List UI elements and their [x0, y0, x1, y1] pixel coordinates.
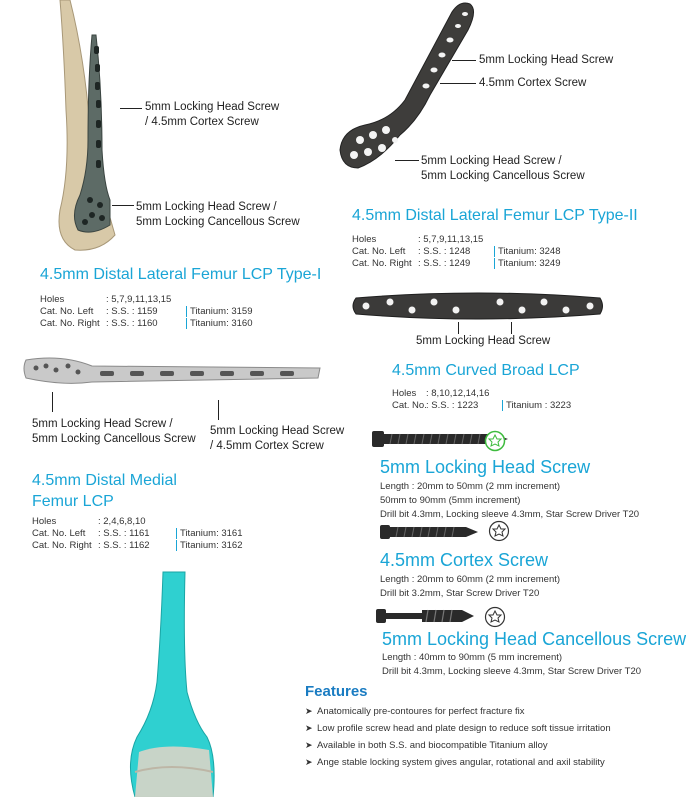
features-title: Features	[305, 683, 368, 700]
type-ii-title: 4.5mm Distal Lateral Femur LCP Type-II	[352, 207, 638, 224]
medial-title: 4.5mm Distal Medial Femur LCP	[32, 472, 177, 510]
arrow-icon: ➤	[305, 757, 313, 767]
arrow-icon: ➤	[305, 740, 313, 750]
type-i-callout-2: 5mm Locking Head Screw / 5mm Locking Cancellous Screw	[136, 201, 300, 228]
feature-item: ➤ Available in both S.S. and biocompatible Titanium alloy	[305, 737, 611, 754]
broad-plate-image	[350, 288, 605, 324]
features-list	[305, 703, 611, 771]
screw-1-specs: Length : 20mm to 50mm (2 mm increment) 50mm to 90mm (5mm increment) Drill bit 4.3mm, Locking sleeve 4.3mm, Star Screw Driver T20	[380, 481, 640, 520]
type-ii-specs: Holes : 5,7,9,11,13,15 Cat. No. Left : S.S. : 1248 Titanium: 3248 Cat. No. Right : S.S. : 1249 Titanium: 3249	[352, 234, 561, 269]
type-i-title: 4.5mm Distal Lateral Femur LCP Type-I	[40, 266, 322, 283]
broad-specs: Holes : 8,10,12,14,16 Cat. No.: S.S. : 1223 Titanium : 3223	[392, 388, 572, 411]
femur-bone-image	[125, 572, 220, 797]
arrow-icon: ➤	[305, 706, 313, 716]
cancellous-screw-image	[376, 605, 476, 627]
medial-callout-2: 5mm Locking Head Screw / 4.5mm Cortex Screw	[210, 425, 345, 452]
star-drive-icon	[488, 520, 510, 542]
screw-2-title: 4.5mm Cortex Screw	[380, 550, 549, 570]
screw-3-specs: Length : 40mm to 90mm (5 mm increment) Drill bit 4.3mm, Locking sleeve 4.3mm, Star Screw Driver T20	[382, 652, 642, 677]
type-i-callout-1: 5mm Locking Head Screw / 4.5mm Cortex Screw	[145, 101, 280, 128]
type-ii-callout-3: 5mm Locking Head Screw / 5mm Locking Cancellous Screw	[421, 155, 585, 182]
cortex-screw-image	[380, 522, 480, 542]
arrow-icon: ➤	[305, 723, 313, 733]
medial-specs: Holes : 2,4,6,8,10 Cat. No. Left : S.S. : 1161 Titanium: 3161 Cat. No. Right : S.S. : 1162 Titanium: 3162	[32, 516, 243, 551]
screw-1-title: 5mm Locking Head Screw	[380, 457, 591, 477]
broad-callout: 5mm Locking Head Screw	[416, 335, 551, 347]
feature-item: ➤ Low profile screw head and plate design to reduce soft tissue irritation	[305, 720, 611, 737]
type-ii-plate-image	[340, 0, 480, 175]
feature-item: ➤ Anatomically pre-contoures for perfect fracture fix	[305, 703, 611, 720]
type-ii-callout-1: 5mm Locking Head Screw	[479, 54, 614, 66]
feature-item: ➤ Ange stable locking system gives angular, rotational and axil stability	[305, 754, 611, 771]
medial-callout-1: 5mm Locking Head Screw / 5mm Locking Cancellous Screw	[32, 418, 196, 445]
screw-2-specs: Length : 20mm to 60mm (2 mm increment) Drill bit 3.2mm, Star Screw Driver T20	[380, 574, 561, 599]
broad-title: 4.5mm Curved Broad LCP	[392, 362, 580, 379]
type-ii-callout-2: 4.5mm Cortex Screw	[479, 77, 587, 89]
type-i-plate-image	[30, 0, 120, 260]
screw-3-title: 5mm Locking Head Cancellous Screw	[382, 629, 686, 649]
type-i-specs: Holes : 5,7,9,11,13,15 Cat. No. Left : S.S. : 1159 Titanium: 3159 Cat. No. Right : S.S. : 1160 Titanium: 3160	[40, 294, 253, 329]
star-drive-icon	[484, 606, 506, 628]
medial-plate-image	[22, 352, 322, 400]
star-drive-icon	[484, 430, 506, 452]
